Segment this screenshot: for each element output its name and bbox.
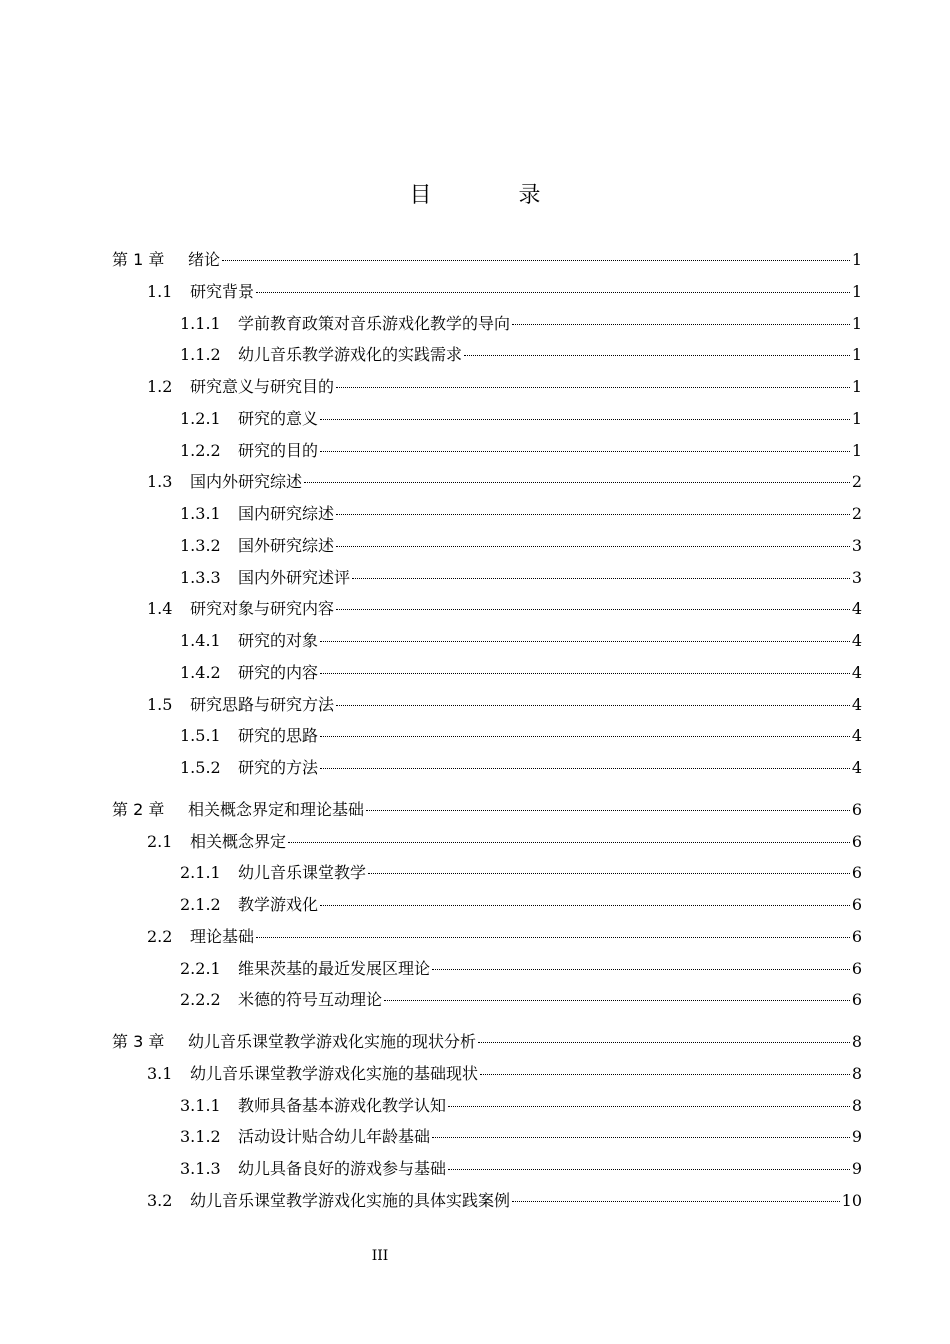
toc-entry-number: 1.1	[147, 281, 173, 301]
toc-entry[interactable]	[112, 339, 862, 371]
toc-entry-page: 1	[851, 345, 862, 365]
toc-leader-dots	[336, 545, 850, 547]
toc-entry-title: 理论基础	[190, 926, 255, 946]
toc-entry[interactable]	[112, 562, 862, 594]
toc-leader-dots	[432, 968, 850, 970]
toc-entry-title: 国内外研究综述	[190, 472, 303, 492]
toc-entry-title: 幼儿音乐课堂教学	[238, 863, 367, 883]
toc-entry-number: 2.1.1	[180, 863, 221, 883]
toc-entry[interactable]	[112, 826, 862, 858]
toc-entry-page: 9	[851, 1127, 862, 1147]
toc-leader-dots	[256, 291, 850, 293]
toc-entry[interactable]	[112, 1121, 862, 1153]
toc-leader-dots	[256, 936, 850, 938]
toc-entry[interactable]	[112, 308, 862, 340]
toc-entry-number: 2.2.1	[180, 958, 221, 978]
toc-entry-title: 活动设计贴合幼儿年龄基础	[238, 1127, 431, 1147]
toc-entry-page: 6	[851, 990, 862, 1010]
toc-entry-title: 研究意义与研究目的	[190, 377, 335, 396]
toc-entry[interactable]	[112, 752, 862, 784]
toc-entry-title: 绪论	[188, 250, 221, 269]
toc-entry-number: 1.4.2	[180, 662, 221, 682]
toc-entry-title: 研究的内容	[238, 662, 319, 682]
toc-entry-title: 研究对象与研究内容	[190, 599, 335, 619]
toc-entry-title: 教学游戏化	[238, 895, 319, 914]
toc-entry[interactable]	[112, 625, 862, 657]
toc-entry-page: 1	[851, 250, 862, 269]
toc-entry-number: 2.1	[147, 831, 173, 851]
toc-entry[interactable]	[112, 466, 862, 498]
toc-entry-page: 2	[851, 472, 862, 492]
toc-entry-number: 1.1.1	[180, 313, 221, 333]
toc-leader-dots	[448, 1168, 850, 1170]
toc-entry-title: 研究的意义	[238, 408, 319, 428]
toc-leader-dots	[336, 513, 850, 515]
toc-entry-title: 幼儿具备良好的游戏参与基础	[238, 1159, 447, 1178]
toc-leader-dots	[288, 841, 850, 843]
toc-entry-title: 研究的方法	[238, 758, 319, 777]
toc-entry[interactable]	[112, 689, 862, 721]
toc-entry-page: 3	[851, 567, 862, 587]
toc-entry-number: 3.1.3	[180, 1159, 221, 1178]
toc-leader-dots	[320, 450, 850, 452]
toc-entry-number: 1.2.2	[180, 440, 221, 460]
toc-leader-dots	[320, 904, 850, 906]
toc-entry-number: 3.1	[147, 1063, 173, 1083]
toc-entry-number: 1.3.2	[180, 535, 221, 555]
toc-entry[interactable]	[112, 657, 862, 689]
toc-entry-page: 1	[851, 440, 862, 460]
toc-entry-page: 1	[851, 281, 862, 301]
toc-entry-page: 4	[851, 662, 862, 682]
toc-entry-page: 6	[851, 863, 862, 883]
toc-entry[interactable]	[112, 921, 862, 953]
toc-entry-number: 2.1.2	[180, 895, 221, 914]
toc-leader-dots	[336, 704, 850, 706]
toc-entry[interactable]	[112, 244, 862, 276]
toc-leader-dots	[464, 354, 850, 356]
toc-entry-page: 8	[851, 1032, 862, 1051]
toc-entry-number: 2.2	[147, 926, 173, 946]
toc-leader-dots	[336, 386, 850, 388]
toc-entry-number: 1.1.2	[180, 345, 221, 365]
toc-leader-dots	[512, 323, 850, 325]
toc-entry-page: 6	[851, 831, 862, 851]
toc-entry-title: 维果茨基的最近发展区理论	[238, 958, 431, 978]
toc-leader-dots	[320, 767, 850, 769]
toc-entry-number: 1.4	[147, 599, 173, 619]
toc-entry-number: 3.2	[147, 1190, 173, 1210]
toc-entry-title: 教师具备基本游戏化教学认知	[238, 1095, 447, 1115]
page-title: 目 录	[409, 183, 581, 208]
toc-entry[interactable]	[112, 371, 862, 403]
toc-entry[interactable]	[112, 857, 862, 889]
toc-entry-page: 4	[851, 599, 862, 619]
toc-entry-title: 幼儿音乐课堂教学游戏化实施的基础现状	[190, 1063, 479, 1083]
toc-leader-dots	[336, 608, 850, 610]
toc-entry-title: 幼儿音乐课堂教学游戏化实施的具体实践案例	[190, 1190, 511, 1210]
toc-entry[interactable]	[112, 498, 862, 530]
toc-leader-dots	[320, 418, 850, 420]
toc-entry-page: 1	[851, 313, 862, 333]
toc-entry[interactable]	[112, 1185, 862, 1217]
toc-entry[interactable]	[112, 1090, 862, 1122]
toc-entry[interactable]	[112, 720, 862, 752]
toc-leader-dots	[480, 1073, 850, 1075]
toc-entry-title: 国内研究综述	[238, 504, 335, 523]
toc-leader-dots	[432, 1136, 850, 1138]
toc-entry-title: 相关概念界定	[190, 831, 287, 851]
toc-leader-dots	[366, 809, 850, 811]
toc-entry-number: 第 3 章	[112, 1032, 165, 1051]
toc-leader-dots	[320, 640, 850, 642]
toc-entry-page: 6	[851, 926, 862, 946]
toc-entry-page: 6	[851, 895, 862, 914]
toc-entry-number: 3.1.2	[180, 1127, 221, 1147]
toc-entry-page: 6	[851, 958, 862, 978]
toc-entry-page: 1	[851, 377, 862, 396]
toc-entry[interactable]	[112, 593, 862, 625]
toc-entry-page: 8	[851, 1095, 862, 1115]
toc-entry-number: 1.2	[147, 377, 173, 396]
toc-entry-title: 米德的符号互动理论	[238, 990, 383, 1010]
toc-entry-page: 4	[851, 758, 862, 777]
toc-leader-dots	[448, 1105, 850, 1107]
toc-entry-title: 研究的思路	[238, 726, 319, 746]
toc-entry-number: 第 2 章	[112, 799, 165, 819]
toc-entry-page: 4	[851, 631, 862, 650]
toc-leader-dots	[478, 1041, 850, 1043]
toc-entry[interactable]	[112, 1026, 862, 1058]
toc-entry-title: 研究思路与研究方法	[190, 694, 335, 714]
toc-entry-number: 1.5	[147, 694, 173, 714]
page-number-footer: III	[371, 1248, 389, 1264]
toc-entry-page: 6	[851, 799, 862, 819]
toc-entry-number: 1.2.1	[180, 408, 221, 428]
toc-entry-page: 9	[851, 1159, 862, 1178]
toc-entry-title: 学前教育政策对音乐游戏化教学的导向	[238, 313, 511, 333]
toc-entry-number: 1.5.2	[180, 758, 221, 777]
toc-entry-page: 2	[851, 504, 862, 523]
toc-entry[interactable]	[112, 1058, 862, 1090]
toc-entry[interactable]	[112, 984, 862, 1016]
toc-entry-page: 10	[841, 1190, 862, 1210]
toc-entry[interactable]	[112, 794, 862, 826]
toc-entry-title: 研究的对象	[238, 631, 319, 650]
toc-leader-dots	[512, 1200, 840, 1202]
toc-entry-page: 1	[851, 408, 862, 428]
toc-leader-dots	[352, 577, 850, 579]
toc-entry[interactable]	[112, 435, 862, 467]
toc-leader-dots	[384, 999, 850, 1001]
toc-entry-title: 研究背景	[190, 281, 255, 301]
toc-entry-number: 1.3.1	[180, 504, 221, 523]
toc-leader-dots	[368, 872, 850, 874]
toc-entry-page: 4	[851, 694, 862, 714]
toc-entry-page: 4	[851, 726, 862, 746]
toc-entry-title: 幼儿音乐教学游戏化的实践需求	[238, 345, 463, 365]
toc-entry-number: 1.3	[147, 472, 173, 492]
toc-entry[interactable]	[112, 530, 862, 562]
toc-leader-dots	[320, 672, 850, 674]
toc-leader-dots	[304, 481, 850, 483]
toc-entry-title: 国外研究综述	[238, 535, 335, 555]
toc-entry[interactable]	[112, 403, 862, 435]
toc-entry-number: 第 1 章	[112, 250, 165, 269]
toc-entry-page: 3	[851, 535, 862, 555]
toc-entry-title: 相关概念界定和理论基础	[188, 799, 365, 819]
table-of-contents	[112, 244, 862, 1217]
toc-entry[interactable]	[112, 953, 862, 985]
toc-entry-page: 8	[851, 1063, 862, 1083]
toc-leader-dots	[320, 735, 850, 737]
toc-entry-number: 1.5.1	[180, 726, 221, 746]
toc-entry-number: 1.4.1	[180, 631, 221, 650]
toc-entry-number: 2.2.2	[180, 990, 221, 1010]
toc-entry-title: 国内外研究述评	[238, 567, 351, 587]
toc-entry[interactable]	[112, 1153, 862, 1185]
toc-entry-number: 1.3.3	[180, 567, 221, 587]
toc-entry[interactable]	[112, 276, 862, 308]
toc-entry[interactable]	[112, 889, 862, 921]
toc-entry-title: 幼儿音乐课堂教学游戏化实施的现状分析	[188, 1032, 477, 1051]
toc-entry-number: 3.1.1	[180, 1095, 221, 1115]
toc-entry-title: 研究的目的	[238, 440, 319, 460]
toc-leader-dots	[222, 259, 850, 261]
